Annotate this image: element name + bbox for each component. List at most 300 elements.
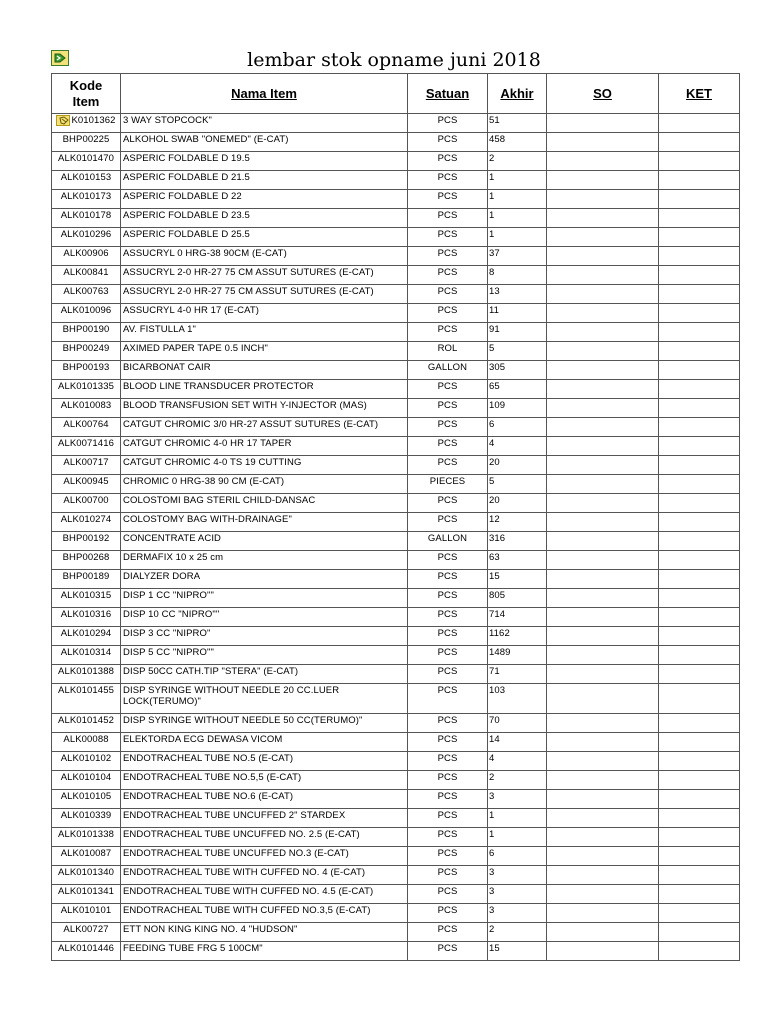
- cell-ket[interactable]: [659, 209, 740, 228]
- cell-nama-item[interactable]: CATGUT CHROMIC 4-0 HR 17 TAPER: [121, 437, 408, 456]
- cell-satuan[interactable]: PCS: [408, 847, 488, 866]
- cell-so[interactable]: [547, 285, 659, 304]
- cell-kode-item[interactable]: ALK010083: [52, 399, 121, 418]
- cell-so[interactable]: [547, 733, 659, 752]
- cell-satuan[interactable]: PCS: [408, 752, 488, 771]
- cell-nama-item[interactable]: DISP 3 CC "NIPRO": [121, 627, 408, 646]
- cell-kode-item[interactable]: ALK010294: [52, 627, 121, 646]
- cell-so[interactable]: [547, 437, 659, 456]
- cell-satuan[interactable]: PCS: [408, 809, 488, 828]
- cell-kode-item[interactable]: ALK010153: [52, 171, 121, 190]
- table-row: [52, 323, 740, 342]
- cell-nama-item[interactable]: ASPERIC FOLDABLE D 21.5: [121, 171, 408, 190]
- cell-satuan[interactable]: PCS: [408, 494, 488, 513]
- cell-akhir[interactable]: 6: [488, 418, 547, 437]
- cell-nama-item[interactable]: COLOSTOMI BAG STERIL CHILD-DANSAC: [121, 494, 408, 513]
- cell-nama-item[interactable]: ALKOHOL SWAB "ONEMED" (E-CAT): [121, 133, 408, 152]
- cell-satuan[interactable]: PCS: [408, 228, 488, 247]
- cell-ket[interactable]: [659, 570, 740, 589]
- cell-satuan[interactable]: PCS: [408, 304, 488, 323]
- cell-satuan[interactable]: PCS: [408, 190, 488, 209]
- cell-ket[interactable]: [659, 475, 740, 494]
- cell-nama-item[interactable]: CONCENTRATE ACID: [121, 532, 408, 551]
- cell-satuan[interactable]: PCS: [408, 608, 488, 627]
- column-header-so: SO: [547, 74, 659, 114]
- cell-ket[interactable]: [659, 190, 740, 209]
- cell-ket[interactable]: [659, 380, 740, 399]
- cell-kode-item[interactable]: BHP00193: [52, 361, 121, 380]
- table-row: [52, 114, 740, 133]
- cell-kode-item[interactable]: ALK010096: [52, 304, 121, 323]
- cell-so[interactable]: [547, 399, 659, 418]
- cell-so[interactable]: [547, 665, 659, 684]
- cell-nama-item[interactable]: ASSUCRYL 0 HRG-38 90CM (E-CAT): [121, 247, 408, 266]
- cell-akhir[interactable]: 4: [488, 437, 547, 456]
- cell-akhir[interactable]: 15: [488, 942, 547, 961]
- cell-satuan[interactable]: PCS: [408, 152, 488, 171]
- cell-so[interactable]: [547, 133, 659, 152]
- cell-so[interactable]: [547, 513, 659, 532]
- cell-ket[interactable]: [659, 361, 740, 380]
- cell-satuan[interactable]: PCS: [408, 790, 488, 809]
- table-row: [52, 885, 740, 904]
- cell-akhir[interactable]: 5: [488, 342, 547, 361]
- cell-ket[interactable]: [659, 285, 740, 304]
- cell-nama-item[interactable]: CATGUT CHROMIC 4-0 TS 19 CUTTING: [121, 456, 408, 475]
- stock-table: [51, 73, 740, 961]
- cell-kode-item[interactable]: ALK00088: [52, 733, 121, 752]
- cell-satuan[interactable]: GALLON: [408, 532, 488, 551]
- cell-nama-item[interactable]: ENDOTRACHEAL TUBE UNCUFFED NO. 2.5 (E-CAT): [121, 828, 408, 847]
- cell-kode-item[interactable]: ALK010104: [52, 771, 121, 790]
- cell-kode-item[interactable]: ALK0101335: [52, 380, 121, 399]
- cell-akhir[interactable]: 5: [488, 475, 547, 494]
- cell-nama-item[interactable]: ASPERIC FOLDABLE D 19.5: [121, 152, 408, 171]
- cell-akhir[interactable]: 3: [488, 790, 547, 809]
- cell-satuan[interactable]: PCS: [408, 380, 488, 399]
- cell-so[interactable]: [547, 885, 659, 904]
- cell-akhir[interactable]: 1: [488, 171, 547, 190]
- cell-akhir[interactable]: 3: [488, 885, 547, 904]
- cell-nama-item[interactable]: AXIMED PAPER TAPE 0.5 INCH": [121, 342, 408, 361]
- cell-akhir[interactable]: 4: [488, 752, 547, 771]
- cell-akhir[interactable]: 1: [488, 809, 547, 828]
- cell-kode-item[interactable]: BHP00192: [52, 532, 121, 551]
- cell-kode-item[interactable]: ALK0101470: [52, 152, 121, 171]
- cell-satuan[interactable]: PCS: [408, 209, 488, 228]
- cell-ket[interactable]: [659, 942, 740, 961]
- cell-akhir[interactable]: 2: [488, 152, 547, 171]
- column-header-akhir: Akhir: [488, 74, 547, 114]
- cell-ket[interactable]: [659, 771, 740, 790]
- table-row: [52, 399, 740, 418]
- cell-nama-item[interactable]: ENDOTRACHEAL TUBE WITH CUFFED NO.3,5 (E-CAT): [121, 904, 408, 923]
- cell-satuan[interactable]: PCS: [408, 866, 488, 885]
- cell-ket[interactable]: [659, 456, 740, 475]
- cell-so[interactable]: [547, 828, 659, 847]
- cell-kode-item[interactable]: ALK00763: [52, 285, 121, 304]
- cell-akhir[interactable]: 15: [488, 570, 547, 589]
- cell-ket[interactable]: [659, 114, 740, 133]
- cell-ket[interactable]: [659, 247, 740, 266]
- cell-kode-item[interactable]: BHP00190: [52, 323, 121, 342]
- cell-so[interactable]: [547, 323, 659, 342]
- cell-ket[interactable]: [659, 266, 740, 285]
- cell-kode-item[interactable]: ALK010101: [52, 904, 121, 923]
- cell-so[interactable]: [547, 570, 659, 589]
- table-row: [52, 266, 740, 285]
- table-row: [52, 133, 740, 152]
- cell-nama-item[interactable]: ENDOTRACHEAL TUBE NO.5 (E-CAT): [121, 752, 408, 771]
- header-row: [52, 74, 740, 114]
- table-row: [52, 904, 740, 923]
- cell-nama-item[interactable]: ASPERIC FOLDABLE D 25.5: [121, 228, 408, 247]
- cell-nama-item[interactable]: ENDOTRACHEAL TUBE UNCUFFED 2" STARDEX: [121, 809, 408, 828]
- cell-akhir[interactable]: 1: [488, 209, 547, 228]
- cell-akhir[interactable]: 1: [488, 828, 547, 847]
- table-row: [52, 923, 740, 942]
- cell-kode-item[interactable]: ALK010102: [52, 752, 121, 771]
- cell-kode-item[interactable]: ALK00906: [52, 247, 121, 266]
- cell-satuan[interactable]: PCS: [408, 114, 488, 133]
- cell-so[interactable]: [547, 209, 659, 228]
- cell-kode-item[interactable]: ALK010315: [52, 589, 121, 608]
- cell-so[interactable]: [547, 475, 659, 494]
- cell-so[interactable]: [547, 190, 659, 209]
- cell-satuan[interactable]: PCS: [408, 828, 488, 847]
- cell-kode-item[interactable]: [52, 114, 121, 133]
- table-body: [52, 114, 740, 961]
- cell-ket[interactable]: [659, 551, 740, 570]
- cell-nama-item[interactable]: ETT NON KING KING NO. 4 "HUDSON": [121, 923, 408, 942]
- cell-ket[interactable]: [659, 513, 740, 532]
- cell-kode-item[interactable]: ALK00945: [52, 475, 121, 494]
- cell-satuan[interactable]: PCS: [408, 133, 488, 152]
- cell-ket[interactable]: [659, 152, 740, 171]
- cell-ket[interactable]: [659, 714, 740, 733]
- cell-nama-item[interactable]: DISP SYRINGE WITHOUT NEEDLE 20 CC.LUER LOCK(TERUMO)": [121, 684, 408, 714]
- cell-ket[interactable]: [659, 437, 740, 456]
- cell-akhir[interactable]: 109: [488, 399, 547, 418]
- cell-kode-item[interactable]: ALK010178: [52, 209, 121, 228]
- cell-akhir[interactable]: 3: [488, 866, 547, 885]
- column-header-kode-item: [52, 74, 121, 114]
- cell-ket[interactable]: [659, 809, 740, 828]
- cell-so[interactable]: [547, 790, 659, 809]
- cell-kode-item[interactable]: ALK010316: [52, 608, 121, 627]
- cell-satuan[interactable]: PCS: [408, 266, 488, 285]
- cell-so[interactable]: [547, 152, 659, 171]
- cell-so[interactable]: [547, 942, 659, 961]
- cell-nama-item[interactable]: ENDOTRACHEAL TUBE NO.5,5 (E-CAT): [121, 771, 408, 790]
- cell-ket[interactable]: [659, 733, 740, 752]
- cell-ket[interactable]: [659, 627, 740, 646]
- cell-so[interactable]: [547, 380, 659, 399]
- cell-nama-item[interactable]: DISP SYRINGE WITHOUT NEEDLE 50 CC(TERUMO)": [121, 714, 408, 733]
- cell-akhir[interactable]: 8: [488, 266, 547, 285]
- cell-akhir[interactable]: 2: [488, 771, 547, 790]
- cell-kode-item[interactable]: ALK0101340: [52, 866, 121, 885]
- cell-ket[interactable]: [659, 532, 740, 551]
- cell-satuan[interactable]: PCS: [408, 570, 488, 589]
- cell-nama-item[interactable]: BLOOD LINE TRANSDUCER PROTECTOR: [121, 380, 408, 399]
- cell-satuan[interactable]: PCS: [408, 323, 488, 342]
- cell-ket[interactable]: [659, 847, 740, 866]
- cell-akhir[interactable]: 1162: [488, 627, 547, 646]
- cell-nama-item[interactable]: ELEKTORDA ECG DEWASA VICOM: [121, 733, 408, 752]
- cell-kode-item[interactable]: ALK0101452: [52, 714, 121, 733]
- error-indicator-icon[interactable]: [56, 115, 70, 126]
- cell-nama-item[interactable]: CHROMIC 0 HRG-38 90 CM (E-CAT): [121, 475, 408, 494]
- cell-kode-item[interactable]: ALK00841: [52, 266, 121, 285]
- cell-satuan[interactable]: PCS: [408, 923, 488, 942]
- cell-nama-item[interactable]: COLOSTOMY BAG WITH-DRAINAGE": [121, 513, 408, 532]
- cell-akhir[interactable]: 316: [488, 532, 547, 551]
- cell-akhir[interactable]: 1489: [488, 646, 547, 665]
- table-row: [52, 209, 740, 228]
- cell-ket[interactable]: [659, 828, 740, 847]
- cell-ket[interactable]: [659, 494, 740, 513]
- table-row: [52, 684, 740, 714]
- cell-kode-item[interactable]: ALK0101341: [52, 885, 121, 904]
- cell-satuan[interactable]: PCS: [408, 456, 488, 475]
- cell-ket[interactable]: [659, 608, 740, 627]
- table-row: [52, 771, 740, 790]
- cell-kode-item[interactable]: BHP00189: [52, 570, 121, 589]
- cell-nama-item[interactable]: CATGUT CHROMIC 3/0 HR-27 ASSUT SUTURES (E-CAT): [121, 418, 408, 437]
- cell-akhir[interactable]: 65: [488, 380, 547, 399]
- cell-nama-item[interactable]: AV. FISTULLA 1": [121, 323, 408, 342]
- cell-ket[interactable]: [659, 171, 740, 190]
- table-row: [52, 809, 740, 828]
- cell-satuan[interactable]: ROL: [408, 342, 488, 361]
- cell-so[interactable]: [547, 627, 659, 646]
- table-row: [52, 646, 740, 665]
- cell-nama-item[interactable]: ASSUCRYL 2-0 HR-27 75 CM ASSUT SUTURES (E-CAT): [121, 285, 408, 304]
- cell-nama-item[interactable]: DISP 1 CC "NIPRO"": [121, 589, 408, 608]
- cell-nama-item[interactable]: BICARBONAT CAIR: [121, 361, 408, 380]
- cell-akhir[interactable]: 20: [488, 456, 547, 475]
- cell-satuan[interactable]: PCS: [408, 904, 488, 923]
- cell-akhir[interactable]: 20: [488, 494, 547, 513]
- table-row: [52, 494, 740, 513]
- cell-satuan[interactable]: PCS: [408, 399, 488, 418]
- page-title: lembar stok opname juni 2018: [247, 49, 541, 71]
- cell-kode-item[interactable]: ALK010105: [52, 790, 121, 809]
- cell-ket[interactable]: [659, 342, 740, 361]
- cell-nama-item[interactable]: ENDOTRACHEAL TUBE WITH CUFFED NO. 4.5 (E-CAT): [121, 885, 408, 904]
- cell-satuan[interactable]: PCS: [408, 627, 488, 646]
- cell-kode-item[interactable]: ALK010339: [52, 809, 121, 828]
- cell-so[interactable]: [547, 752, 659, 771]
- cell-kode-item[interactable]: ALK00717: [52, 456, 121, 475]
- cell-satuan[interactable]: PCS: [408, 171, 488, 190]
- table-row: [52, 627, 740, 646]
- cell-ket[interactable]: [659, 684, 740, 714]
- cell-akhir[interactable]: 6: [488, 847, 547, 866]
- cell-so[interactable]: [547, 266, 659, 285]
- cell-satuan[interactable]: PCS: [408, 247, 488, 266]
- cell-kode-item[interactable]: ALK0071416: [52, 437, 121, 456]
- cell-ket[interactable]: [659, 418, 740, 437]
- cell-kode-item[interactable]: BHP00225: [52, 133, 121, 152]
- cell-so[interactable]: [547, 809, 659, 828]
- table-row: [52, 247, 740, 266]
- cell-nama-item[interactable]: ENDOTRACHEAL TUBE NO.6 (E-CAT): [121, 790, 408, 809]
- table-row: [52, 513, 740, 532]
- cell-satuan[interactable]: PCS: [408, 665, 488, 684]
- cell-ket[interactable]: [659, 665, 740, 684]
- cell-akhir[interactable]: 1: [488, 190, 547, 209]
- cell-nama-item[interactable]: ASPERIC FOLDABLE D 22: [121, 190, 408, 209]
- cell-ket[interactable]: [659, 589, 740, 608]
- column-header-nama-item: Nama Item: [121, 74, 408, 114]
- cell-nama-item[interactable]: DISP 5 CC "NIPRO"": [121, 646, 408, 665]
- cell-kode-item[interactable]: ALK0101388: [52, 665, 121, 684]
- cell-so[interactable]: [547, 361, 659, 380]
- cell-so[interactable]: [547, 342, 659, 361]
- cell-nama-item[interactable]: 3 WAY STOPCOCK": [121, 114, 408, 133]
- cell-kode-item[interactable]: ALK00727: [52, 923, 121, 942]
- cell-akhir[interactable]: 103: [488, 684, 547, 714]
- cell-nama-item[interactable]: DERMAFIX 10 x 25 cm: [121, 551, 408, 570]
- cell-ket[interactable]: [659, 133, 740, 152]
- table-row: [52, 342, 740, 361]
- cell-so[interactable]: [547, 228, 659, 247]
- cell-kode-item[interactable]: ALK010314: [52, 646, 121, 665]
- cell-so[interactable]: [547, 684, 659, 714]
- cell-akhir[interactable]: 1: [488, 228, 547, 247]
- cell-satuan[interactable]: PCS: [408, 733, 488, 752]
- cell-so[interactable]: [547, 866, 659, 885]
- cell-akhir[interactable]: 51: [488, 114, 547, 133]
- cell-so[interactable]: [547, 847, 659, 866]
- cell-so[interactable]: [547, 456, 659, 475]
- cell-kode-item[interactable]: BHP00268: [52, 551, 121, 570]
- cell-so[interactable]: [547, 904, 659, 923]
- table-row: [52, 285, 740, 304]
- cell-kode-item[interactable]: ALK010274: [52, 513, 121, 532]
- cell-so[interactable]: [547, 551, 659, 570]
- cell-so[interactable]: [547, 771, 659, 790]
- cell-kode-item[interactable]: ALK0101455: [52, 684, 121, 714]
- cell-satuan[interactable]: PCS: [408, 714, 488, 733]
- cell-kode-item[interactable]: ALK010173: [52, 190, 121, 209]
- table-row: [52, 418, 740, 437]
- cell-ket[interactable]: [659, 228, 740, 247]
- cell-nama-item[interactable]: ASSUCRYL 2-0 HR-27 75 CM ASSUT SUTURES (E-CAT): [121, 266, 408, 285]
- cell-satuan[interactable]: PCS: [408, 285, 488, 304]
- cell-so[interactable]: [547, 494, 659, 513]
- cell-so[interactable]: [547, 923, 659, 942]
- table-row: [52, 152, 740, 171]
- cell-so[interactable]: [547, 304, 659, 323]
- cell-so[interactable]: [547, 171, 659, 190]
- cell-kode-item[interactable]: ALK0101338: [52, 828, 121, 847]
- cell-nama-item[interactable]: ENDOTRACHEAL TUBE WITH CUFFED NO. 4 (E-CAT): [121, 866, 408, 885]
- table-row: [52, 733, 740, 752]
- cell-akhir[interactable]: 305: [488, 361, 547, 380]
- cell-so[interactable]: [547, 114, 659, 133]
- cell-akhir[interactable]: 12: [488, 513, 547, 532]
- cell-kode-item[interactable]: BHP00249: [52, 342, 121, 361]
- cell-akhir[interactable]: 14: [488, 733, 547, 752]
- table-row: [52, 361, 740, 380]
- cell-satuan[interactable]: PCS: [408, 684, 488, 714]
- cell-nama-item[interactable]: DISP 10 CC "NIPRO"": [121, 608, 408, 627]
- cell-kode-item[interactable]: ALK0101446: [52, 942, 121, 961]
- cell-nama-item[interactable]: BLOOD TRANSFUSION SET WITH Y-INJECTOR (MAS): [121, 399, 408, 418]
- cell-akhir[interactable]: 71: [488, 665, 547, 684]
- cell-so[interactable]: [547, 532, 659, 551]
- cell-akhir[interactable]: 714: [488, 608, 547, 627]
- cell-akhir[interactable]: 805: [488, 589, 547, 608]
- cell-akhir[interactable]: 11: [488, 304, 547, 323]
- cell-ket[interactable]: [659, 904, 740, 923]
- cell-akhir[interactable]: 37: [488, 247, 547, 266]
- cell-nama-item[interactable]: ASSUCRYL 4-0 HR 17 (E-CAT): [121, 304, 408, 323]
- cell-so[interactable]: [547, 608, 659, 627]
- cell-satuan[interactable]: PCS: [408, 646, 488, 665]
- table-row: [52, 532, 740, 551]
- table-row: [52, 790, 740, 809]
- cell-satuan[interactable]: PCS: [408, 513, 488, 532]
- cell-so[interactable]: [547, 589, 659, 608]
- cell-ket[interactable]: [659, 866, 740, 885]
- cell-nama-item[interactable]: ASPERIC FOLDABLE D 23.5: [121, 209, 408, 228]
- cell-ket[interactable]: [659, 790, 740, 809]
- cell-ket[interactable]: [659, 885, 740, 904]
- cell-satuan[interactable]: PCS: [408, 551, 488, 570]
- cell-so[interactable]: [547, 418, 659, 437]
- cell-akhir[interactable]: 63: [488, 551, 547, 570]
- cell-so[interactable]: [547, 714, 659, 733]
- cell-satuan[interactable]: PCS: [408, 437, 488, 456]
- cell-kode-item[interactable]: ALK010296: [52, 228, 121, 247]
- cell-kode-item[interactable]: ALK00700: [52, 494, 121, 513]
- cell-kode-item[interactable]: ALK00764: [52, 418, 121, 437]
- cell-satuan[interactable]: PCS: [408, 885, 488, 904]
- cell-nama-item[interactable]: DISP 50CC CATH.TIP "STERA" (E-CAT): [121, 665, 408, 684]
- cell-ket[interactable]: [659, 323, 740, 342]
- cell-ket[interactable]: [659, 752, 740, 771]
- cell-nama-item[interactable]: FEEDING TUBE FRG 5 100CM": [121, 942, 408, 961]
- cell-satuan[interactable]: GALLON: [408, 361, 488, 380]
- cell-ket[interactable]: [659, 923, 740, 942]
- cell-akhir[interactable]: 3: [488, 904, 547, 923]
- cell-so[interactable]: [547, 646, 659, 665]
- cell-akhir[interactable]: 70: [488, 714, 547, 733]
- cell-nama-item[interactable]: ENDOTRACHEAL TUBE UNCUFFED NO.3 (E-CAT): [121, 847, 408, 866]
- cell-kode-item[interactable]: ALK010087: [52, 847, 121, 866]
- cell-ket[interactable]: [659, 646, 740, 665]
- cell-satuan[interactable]: PCS: [408, 418, 488, 437]
- cell-ket[interactable]: [659, 304, 740, 323]
- cell-ket[interactable]: [659, 399, 740, 418]
- cell-akhir[interactable]: 91: [488, 323, 547, 342]
- cell-satuan[interactable]: PCS: [408, 589, 488, 608]
- cell-akhir[interactable]: 2: [488, 923, 547, 942]
- cell-nama-item[interactable]: DIALYZER DORA: [121, 570, 408, 589]
- table-row: [52, 665, 740, 684]
- cell-satuan[interactable]: PCS: [408, 942, 488, 961]
- table-row: [52, 437, 740, 456]
- cell-so[interactable]: [547, 247, 659, 266]
- cell-satuan[interactable]: PIECES: [408, 475, 488, 494]
- cell-akhir[interactable]: 458: [488, 133, 547, 152]
- cell-satuan[interactable]: PCS: [408, 771, 488, 790]
- cell-akhir[interactable]: 13: [488, 285, 547, 304]
